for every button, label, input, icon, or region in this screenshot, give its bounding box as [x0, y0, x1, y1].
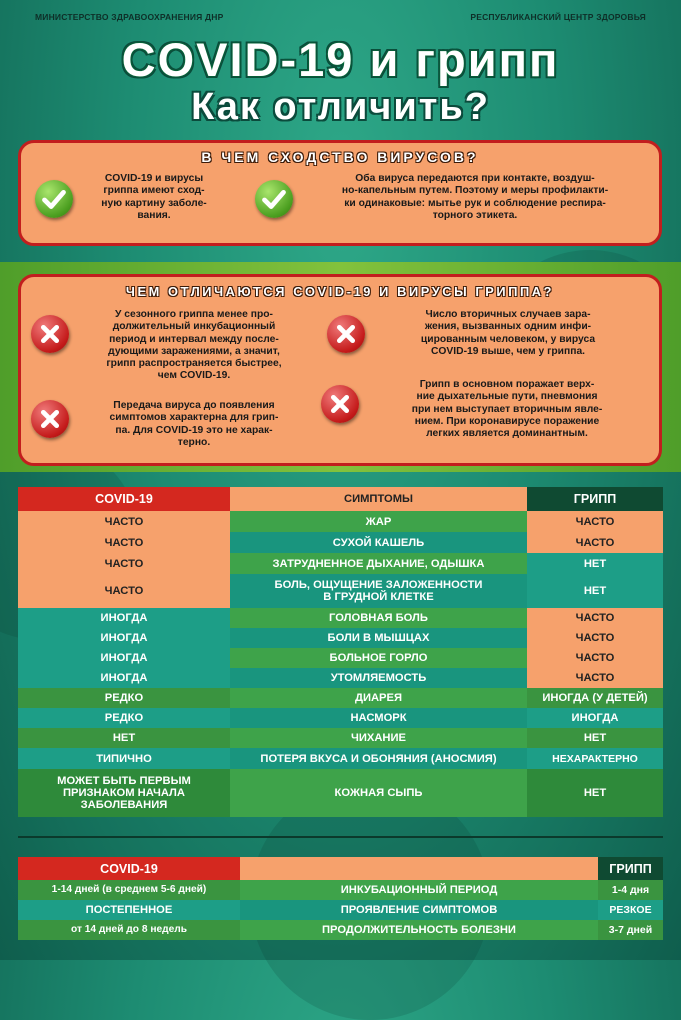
period-middle-header	[240, 857, 598, 880]
flu-cell: 3-7 дней	[598, 920, 663, 940]
table-row	[18, 608, 663, 628]
similarity-text-2: Оба вируса передаются при контакте, воздуш- но-капельным путем. Поэтому и меры профилакти- ки одинаковые: мытье рук и соблюдение респира- торного этикета.	[341, 173, 609, 221]
covid-column-header: COVID-19	[18, 857, 240, 880]
differences-title: ЧЕМ ОТЛИЧАЮТСЯ COVID-19 И ВИРУСЫ ГРИППА?	[125, 284, 555, 299]
flu-cell: НЕТ	[527, 553, 663, 574]
symptoms-column-header: СИМПТОМЫ	[230, 487, 527, 511]
cross-icon	[327, 315, 365, 353]
cross-icon	[321, 385, 359, 423]
covid-cell: 1-14 дней (в среднем 5-6 дней)	[18, 880, 240, 900]
differences-panel	[18, 274, 662, 466]
covid-column-header: COVID-19	[18, 487, 230, 511]
covid-cell: НЕТ	[18, 728, 230, 748]
table-row	[18, 900, 663, 920]
symptom-cell: КОЖНАЯ СЫПЬ	[230, 769, 527, 817]
flu-cell: ЧАСТО	[527, 648, 663, 668]
ministry-label: МИНИСТЕРСТВО ЗДРАВООХРАНЕНИЯ ДНР	[35, 12, 224, 22]
flu-cell: НЕХАРАКТЕРНО	[527, 748, 663, 769]
symptom-cell: БОЛЬ, ОЩУЩЕНИЕ ЗАЛОЖЕННОСТИ В ГРУДНОЙ КЛЕТКЕ	[230, 574, 527, 608]
table-header-row	[18, 487, 663, 511]
symptom-cell: БОЛЬНОЕ ГОРЛО	[230, 648, 527, 668]
table-row	[18, 668, 663, 688]
covid-cell: МОЖЕТ БЫТЬ ПЕРВЫМ ПРИЗНАКОМ НАЧАЛА ЗАБОЛЕВАНИЯ	[18, 769, 230, 817]
symptom-cell: НАСМОРК	[230, 708, 527, 728]
difference-text-1: У сезонного гриппа менее про- должительный инкубационный период и интервал между после- дующими заражениями, а значит, грипп распространяется быстрее, чем COVID-19.	[106, 309, 282, 382]
flu-cell: НЕТ	[527, 574, 663, 608]
covid-cell: ИНОГДА	[18, 668, 230, 688]
similarity-title: В ЧЕМ СХОДСТВО ВИРУСОВ?	[201, 149, 479, 165]
flu-cell: ЧАСТО	[527, 668, 663, 688]
covid-cell: ЧАСТО	[18, 553, 230, 574]
period-label-cell: ИНКУБАЦИОННЫЙ ПЕРИОД	[240, 880, 598, 900]
covid-cell: от 14 дней до 8 недель	[18, 920, 240, 940]
covid-cell: ЧАСТО	[18, 532, 230, 553]
period-label-cell: ПРОДОЛЖИТЕЛЬНОСТЬ БОЛЕЗНИ	[240, 920, 598, 940]
table-row	[18, 553, 663, 574]
check-icon	[255, 180, 293, 218]
symptoms-table	[18, 487, 663, 817]
symptom-cell: ПОТЕРЯ ВКУСА И ОБОНЯНИЯ (АНОСМИЯ)	[230, 748, 527, 769]
flu-cell: ЧАСТО	[527, 532, 663, 553]
covid-cell: ЧАСТО	[18, 511, 230, 532]
page-title: COVID-19 и грипп	[121, 33, 560, 86]
difference-text-3: Число вторичных случаев зара- жения, вызванных одним инфи- цированным человеком, у вируса COVID-19 выше, чем у гриппа.	[420, 309, 596, 357]
covid-cell: ЧАСТО	[18, 574, 230, 608]
divider	[18, 836, 663, 838]
covid-cell: РЕДКО	[18, 688, 230, 708]
period-label-cell: ПРОЯВЛЕНИЕ СИМПТОМОВ	[240, 900, 598, 920]
flu-column-header: ГРИПП	[527, 487, 663, 511]
table-row	[18, 628, 663, 648]
flu-column-header: ГРИПП	[598, 857, 663, 880]
table-row	[18, 880, 663, 900]
symptom-cell: ДИАРЕЯ	[230, 688, 527, 708]
covid-cell: ТИПИЧНО	[18, 748, 230, 769]
symptom-cell: ЖАР	[230, 511, 527, 532]
cross-icon	[31, 400, 69, 438]
similarity-panel	[18, 140, 662, 246]
table-row	[18, 511, 663, 532]
table-header-row	[18, 857, 663, 880]
covid-cell: ПОСТЕПЕННОЕ	[18, 900, 240, 920]
period-table	[18, 857, 663, 940]
table-row	[18, 920, 663, 940]
covid-cell: ИНОГДА	[18, 608, 230, 628]
symptom-cell: СУХОЙ КАШЕЛЬ	[230, 532, 527, 553]
covid-cell: РЕДКО	[18, 708, 230, 728]
flu-cell: 1-4 дня	[598, 880, 663, 900]
symptom-cell: ЗАТРУДНЕННОЕ ДЫХАНИЕ, ОДЫШКА	[230, 553, 527, 574]
table-row	[18, 748, 663, 769]
symptom-cell: БОЛИ В МЫШЦАХ	[230, 628, 527, 648]
cross-icon	[31, 315, 69, 353]
flu-cell: НЕТ	[527, 769, 663, 817]
covid-cell: ИНОГДА	[18, 628, 230, 648]
table-row	[18, 769, 663, 817]
table-row	[18, 574, 663, 608]
similarity-text-1: COVID-19 и вирусы гриппа имеют сход- ную картину заболе- вания.	[101, 173, 207, 221]
flu-cell: ЧАСТО	[527, 608, 663, 628]
flu-cell: ЧАСТО	[527, 628, 663, 648]
difference-text-2: Передача вируса до появления симптомов характерна для грип- па. Для COVID-19 это не харак- терно.	[109, 400, 279, 448]
flu-cell: ЧАСТО	[527, 511, 663, 532]
flu-cell: ИНОГДА (У ДЕТЕЙ)	[527, 688, 663, 708]
page-subtitle: Как отличить?	[191, 86, 490, 128]
covid-cell: ИНОГДА	[18, 648, 230, 668]
table-row	[18, 532, 663, 553]
check-icon	[35, 180, 73, 218]
table-row	[18, 648, 663, 668]
table-row	[18, 688, 663, 708]
difference-text-4: Грипп в основном поражает верх- ние дыхательные пути, пневмония при нем выступает вторичным явле- нием. При коронавирусе поражение легких является доминантным.	[411, 379, 603, 440]
flu-cell: ИНОГДА	[527, 708, 663, 728]
table-row	[18, 728, 663, 748]
symptom-cell: ГОЛОВНАЯ БОЛЬ	[230, 608, 527, 628]
flu-cell: РЕЗКОЕ	[598, 900, 663, 920]
health-center-label: РЕСПУБЛИКАНСКИЙ ЦЕНТР ЗДОРОВЬЯ	[470, 12, 646, 22]
symptom-cell: УТОМЛЯЕМОСТЬ	[230, 668, 527, 688]
table-row	[18, 708, 663, 728]
flu-cell: НЕТ	[527, 728, 663, 748]
symptom-cell: ЧИХАНИЕ	[230, 728, 527, 748]
